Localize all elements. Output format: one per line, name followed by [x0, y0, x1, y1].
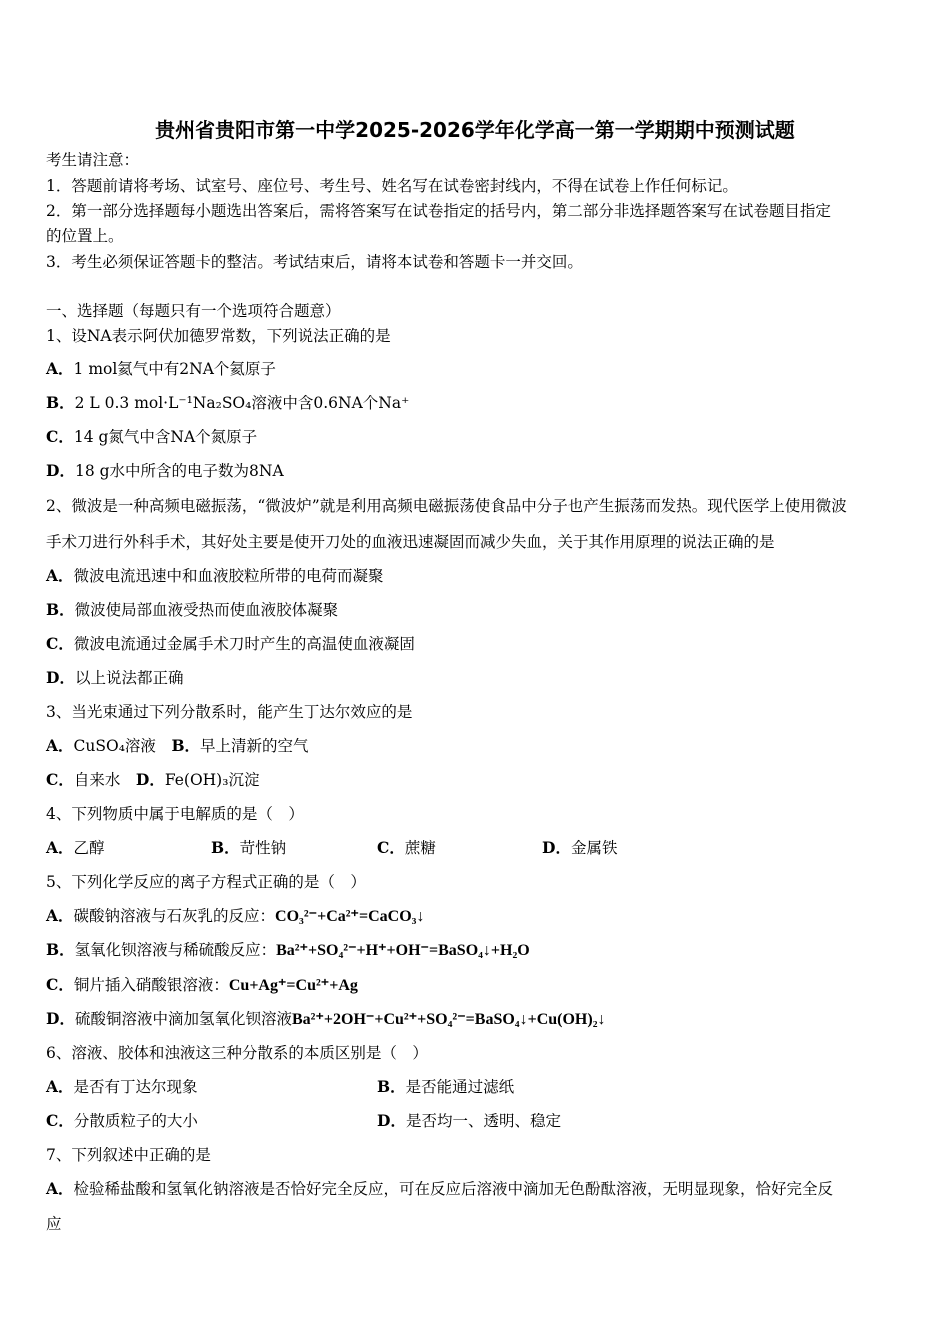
question-stem: 6、溶液、胶体和浊液这三种分散系的本质区别是（ ） [46, 1044, 428, 1062]
option: A．是否有丁达尔现象 [46, 1077, 198, 1096]
option: C．蔗糖 [377, 838, 436, 857]
option: A．乙醇 [46, 838, 105, 857]
option: D．以上说法都正确 [46, 668, 184, 687]
option: C．铜片插入硝酸银溶液：Cu+Ag⁺=Cu²⁺+Ag [46, 975, 358, 994]
option: D．18 g水中所含的电子数为8NA [46, 461, 284, 480]
option-row: C．自来水 D．Fe(OH)₃沉淀 [46, 770, 260, 789]
option: A．碳酸钠溶液与石灰乳的反应：CO₃²⁻+Ca²⁺=CaCO₃↓ [46, 906, 425, 925]
notice-item: 2．第一部分选择题每小题选出答案后，需将答案写在试卷指定的括号内，第二部分非选择题答案写在试卷题目指定 [46, 202, 831, 220]
option: D．金属铁 [542, 838, 618, 857]
question-stem: 4、下列物质中属于电解质的是（ ） [46, 805, 304, 823]
option: D．硫酸铜溶液中滴加氢氧化钡溶液Ba²⁺+2OH⁻+Cu²⁺+SO₄²⁻=BaSO₄↓+Cu(OH)₂↓ [46, 1009, 606, 1028]
notice-item: 3．考生必须保证答题卡的整洁。考试结束后，请将本试卷和答题卡一并交回。 [46, 253, 583, 271]
notice-item: 的位置上。 [46, 227, 124, 245]
notice-heading: 考生请注意： [46, 151, 140, 169]
option: B．苛性钠 [211, 838, 287, 857]
question-stem: 2、微波是一种高频电磁振荡，“微波炉”就是利用高频电磁振荡使食品中分子也产生振荡而发热。现代医学上使用微波 [46, 497, 847, 515]
question-stem: 1、设NA表示阿伏加德罗常数，下列说法正确的是 [46, 327, 391, 345]
option-row: A．CuSO₄溶液 B．早上清新的空气 [46, 736, 309, 755]
option: B．氢氧化钡溶液与稀硫酸反应：Ba²⁺+SO₄²⁻+H⁺+OH⁻=BaSO₄↓+H₂O [46, 940, 530, 959]
option: A．检验稀盐酸和氢氧化钠溶液是否恰好完全反应，可在反应后溶液中滴加无色酚酞溶液，无明显现象，恰好完全反 [46, 1179, 834, 1198]
option: B．微波使局部血液受热而使血液胶体凝聚 [46, 600, 339, 619]
question-stem: 5、下列化学反应的离子方程式正确的是（ ） [46, 873, 366, 891]
page-title: 贵州省贵阳市第一中学2025-2026学年化学高一第一学期期中预测试题 [155, 118, 795, 142]
option: A．微波电流迅速中和血液胶粒所带的电荷而凝聚 [46, 566, 384, 585]
option-continued: 应 [46, 1215, 62, 1233]
option: A．1 mol氦气中有2NA个氦原子 [46, 359, 276, 378]
notice-item: 1．答题前请将考场、试室号、座位号、考生号、姓名写在试卷密封线内，不得在试卷上作任何标记。 [46, 177, 738, 195]
option: C．分散质粒子的大小 [46, 1111, 198, 1130]
option: C．14 g氮气中含NA个氮原子 [46, 427, 258, 446]
option: C．微波电流通过金属手术刀时产生的高温使血液凝固 [46, 634, 415, 653]
question-stem: 3、当光束通过下列分散系时，能产生丁达尔效应的是 [46, 703, 413, 721]
option: B．2 L 0.3 mol·L⁻¹Na₂SO₄溶液中含0.6NA个Na⁺ [46, 393, 410, 412]
option: B．是否能通过滤纸 [377, 1077, 515, 1096]
option: D．是否均一、透明、稳定 [377, 1111, 561, 1130]
question-stem: 7、下列叙述中正确的是 [46, 1146, 211, 1164]
question-stem: 手术刀进行外科手术，其好处主要是使开刀处的血液迅速凝固而减少失血，关于其作用原理的说法正确的是 [46, 533, 775, 551]
section-heading: 一、选择题（每题只有一个选项符合题意） [46, 302, 341, 320]
